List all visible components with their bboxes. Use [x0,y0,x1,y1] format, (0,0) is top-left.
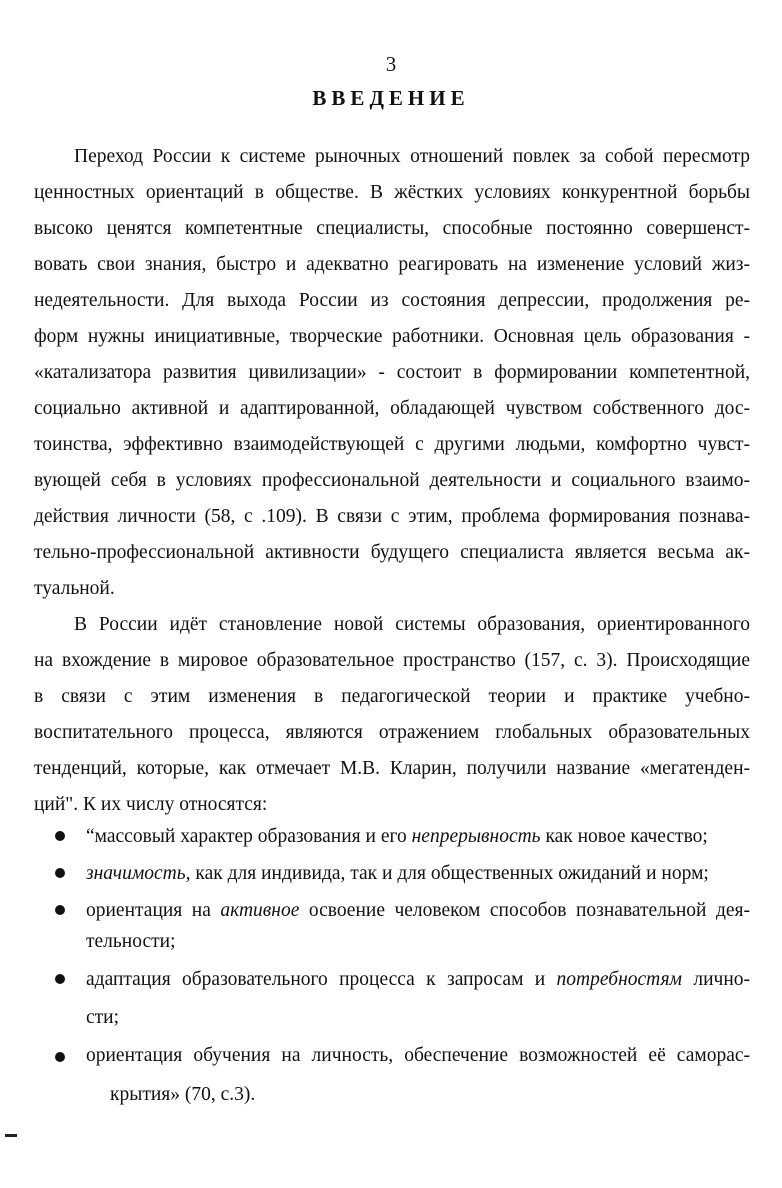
section-heading: ВВЕДЕНИЕ [312,86,470,110]
text-line: В России идёт становление новой системы образования, ориентированного [74,614,750,635]
bullet-segment: адаптация образовательного процесса к запросам и [86,969,557,990]
text-line: тенденций, которые, как отмечает М.В. Кларин, получили название «мегатенден- [34,758,750,779]
text-line: «катализатора развития цивилизации» - состоит в формировании компетентной, [34,362,750,383]
bullet-emphasis: непрерывность [411,826,541,847]
bullet-segment: ориентация обучения на личность, обеспечение возможностей её саморас- [86,1045,750,1066]
text-line: недеятельности. Для выхода России из состояния депрессии, продолжения ре- [34,290,750,311]
bullet-text [86,968,750,992]
bullet-segment: “массовый характер образования и его [86,826,412,847]
text-line: в связи с этим изменения в педагогической теории и практике учебно- [34,686,750,707]
bullet-emphasis: значимость, [86,863,191,884]
text-line: высоко ценятся компетентные специалисты, способные постоянно совершенст- [34,218,750,239]
text-line: воспитательного процесса, являются отражением глобальных образовательных [34,722,750,743]
bullet-emphasis: активное [220,900,300,921]
bullet-segment: освоение человеком способов познавательной дея- [299,900,750,921]
bullet-continuation: крытия» (70, с.3). [110,1084,256,1105]
text-line: тельно-профессиональной активности будущего специалиста является весьма ак- [34,542,750,563]
text-line: ценностных ориентаций в обществе. В жёстких условиях конкурентной борьбы [34,182,750,203]
bullet-text [86,1044,750,1068]
bullet-text [86,825,750,849]
bullet-icon [55,905,65,915]
text-line: вовать свои знания, быстро и адекватно реагировать на изменение условий жиз- [34,254,750,275]
text-line: на вхождение в мировое образовательное пространство (157, с. 3). Происходящие [34,650,750,671]
text-line: социально активной и адаптированной, обладающей чувством собственного дос- [34,398,750,419]
bullet-emphasis: потребностям [556,969,682,990]
bullet-text [86,899,750,923]
text-line: действия личности (58, с .109). В связи с этим, проблема формирования познава- [34,506,750,527]
bullet-icon [55,974,65,984]
margin-mark [5,1134,17,1137]
text-line: форм нужны инициативные, творческие работники. Основная цель образования - [34,326,750,347]
bullet-segment: как новое качество; [540,826,708,847]
text-line: ций". К их числу относятся: [34,794,268,815]
text-line: Переход России к системе рыночных отношений повлек за собой пересмотр [74,146,750,167]
bullet-segment: ориентация на [86,900,221,921]
bullet-icon [55,1052,65,1062]
text-line: тоинства, эффективно взаимодействующей с другими людьми, комфортно чувст- [34,434,750,455]
bullet-continuation: сти; [86,1007,120,1028]
bullet-segment: как для индивида, так и для общественных ожиданий и норм; [190,863,709,884]
page-number: 3 [385,52,397,76]
bullet-segment: лично- [682,969,750,990]
bullet-text [86,862,750,886]
bullet-icon [55,868,65,878]
text-line: вующей себя в условиях профессиональной деятельности и социального взаимо- [34,470,750,491]
text-line: туальной. [34,578,115,599]
bullet-continuation: тельности; [86,931,176,952]
bullet-icon [55,831,65,841]
